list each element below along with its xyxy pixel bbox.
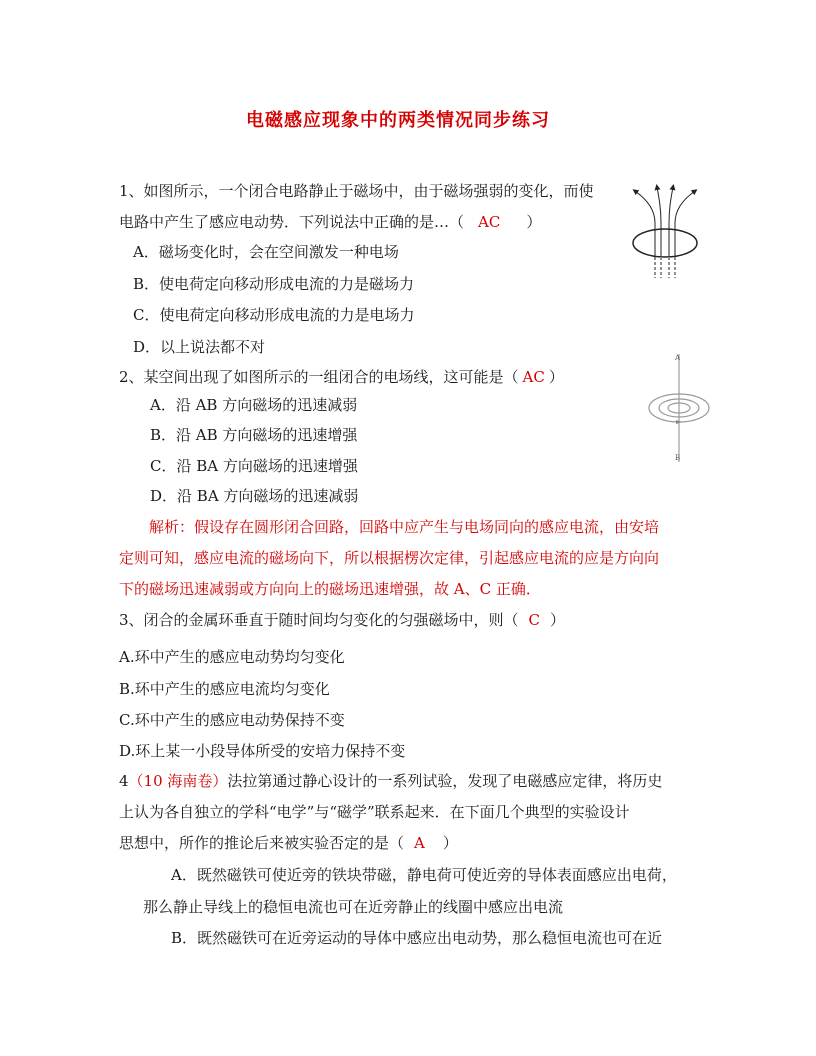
q3-option-a: A.环中产生的感应电动势均匀变化: [119, 648, 345, 666]
q1-stem-line1: 1、如图所示，一个闭合电路静止于磁场中，由于磁场强弱的变化，而使: [119, 182, 594, 200]
q4-line1: [119, 772, 662, 790]
q1-stem-line2: [119, 213, 541, 231]
q4-line3-text: 思想中，所作的推论后来被实验否定的是（: [119, 834, 405, 852]
q4-line1-text: 法拉第通过静心设计的一系列试验，发现了电磁感应定律，将历史: [227, 772, 663, 790]
q4-option-a-line1: A．既然磁铁可使近旁的铁块带磁，静电荷可使近旁的导体表面感应出电荷，: [171, 866, 677, 884]
q2-answer: AC: [522, 368, 545, 386]
q2-stem-text: 2、某空间出现了如图所示的一组闭合的电场线，这可能是（: [119, 368, 519, 386]
q2-stem-close: ）: [548, 368, 564, 386]
q1-answer: AC: [478, 213, 501, 231]
q4-option-b-line1: B．既然磁铁可在近旁运动的导体中感应出电动势，那么稳恒电流也可在近: [171, 929, 663, 947]
q2-analysis-line1: 解析：假设存在圆形闭合回路，回路中应产生与电场同向的感应电流，由安培: [149, 518, 660, 536]
q2-figure-label-a: A: [675, 354, 681, 362]
q4-answer: A: [414, 834, 425, 852]
q2-figure-field-lines: [642, 350, 712, 465]
q3-answer: C: [528, 611, 541, 629]
q1-figure-magnetic-loop: [625, 183, 705, 283]
q4-number: 4: [119, 772, 129, 790]
q2-stem: [119, 368, 564, 386]
q4-option-a-line2: 那么静止导线上的稳恒电流也可在近旁静止的线圈中感应出电流: [143, 898, 564, 916]
q4-line3: [119, 834, 458, 852]
q3-stem-close: ）: [550, 611, 566, 629]
q4-line2: 上认为各自独立的学科“电学”与“磁学”联系起来．在下面几个典型的实验设计: [119, 803, 630, 821]
q3-option-d: D.环上某一小段导体所受的安培力保持不变: [119, 742, 406, 760]
q1-stem-text: 电路中产生了感应电动势．下列说法中正确的是…（: [119, 213, 465, 231]
q2-option-b: B．沿 AB 方向磁场的迅速增强: [150, 426, 358, 444]
q2-analysis-line3: 下的磁场迅速减弱或方向向上的磁场迅速增强，故 A、C 正确．: [119, 580, 541, 598]
q3-option-b: B.环中产生的感应电流均匀变化: [119, 680, 330, 698]
q2-option-c: C．沿 BA 方向磁场的迅速增强: [150, 457, 358, 475]
q2-analysis-line2: 定则可知，感应电流的磁场向下，所以根据楞次定律，引起感应电流的应是方向向: [119, 549, 660, 567]
q3-option-c: C.环中产生的感应电动势保持不变: [119, 711, 345, 729]
q1-option-d: D．以上说法都不对: [133, 338, 266, 356]
q4-source: （10 海南卷）: [128, 772, 228, 790]
q2-option-a: A．沿 AB 方向磁场的迅速减弱: [150, 396, 358, 414]
q3-stem: [119, 611, 565, 629]
q1-option-a: A．磁场变化时，会在空间激发一种电场: [133, 243, 399, 261]
page-title: 电磁感应现象中的两类情况同步练习: [246, 110, 550, 131]
q1-stem-close: ）: [526, 213, 542, 231]
q3-stem-text: 3、闭合的金属环垂直于随时间均匀变化的匀强磁场中，则（: [119, 611, 519, 629]
q2-option-d: D．沿 BA 方向磁场的迅速减弱: [150, 487, 359, 505]
q2-figure-label-b: B: [675, 454, 681, 462]
q4-line3-close: ）: [442, 834, 458, 852]
q1-option-b: B．使电荷定向移动形成电流的力是磁场力: [133, 275, 415, 293]
q1-option-c: C．使电荷定向移动形成电流的力是电场力: [133, 306, 415, 324]
